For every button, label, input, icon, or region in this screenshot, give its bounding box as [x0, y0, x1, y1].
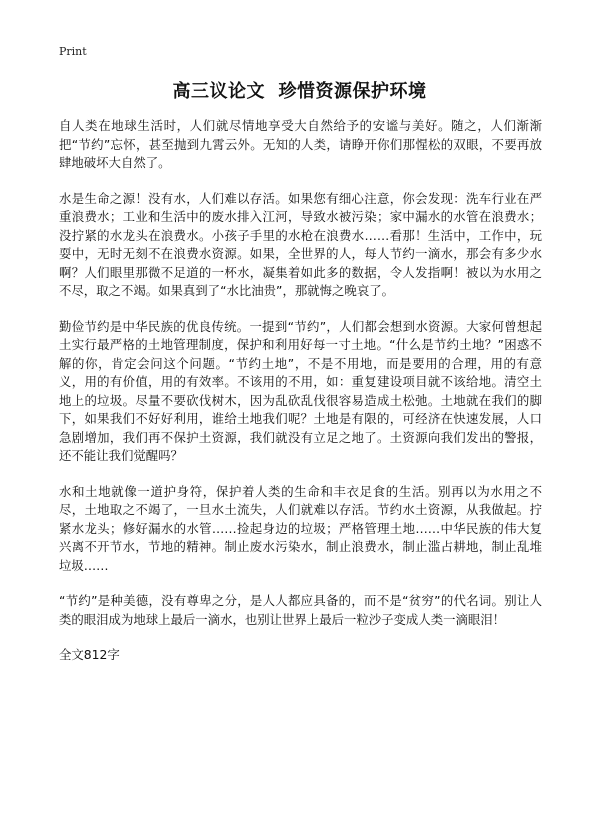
paragraph-3: 勤俭节约是中华民族的优良传统。一提到“节约”，人们都会想到水资源。大家何曾想起土实行最严格的土地管理制度，保护和利用好每一寸土地。“什么是节约土地？”困惑不解的你，肯定会问这个问题。“节约土地”，不是不用地，而是要用的合理，用的有意义，用的有价值，用的有效率。不该用的不用，如：重复建设项目就不该给地。清空土地上的垃圾。尽量不要砍伐树木，因为乱砍乱伐很容易造成土松弛。土地就在我们的脚下，如果我们不好好利用，谁给土地我们呢？土地是有限的，可经济在快速发展，人口急剧增加，我们再不保护土资源，我们就没有立足之地了。土资源向我们发出的警报，还不能让我们觉醒吗？: [59, 318, 542, 463]
word-count: 全文812字: [59, 647, 120, 662]
paragraph-4: 水和土地就像一道护身符，保护着人类的生命和丰衣足食的生活。别再以为水用之不尽，土地取之不竭了，一旦水土流失，人们就难以存活。节约水土资源，从我做起。拧紧水龙头；修好漏水的水管……捡起身边的垃圾；严格管理土地……中华民族的伟大复兴离不开节水，节地的精神。制止废水污染水，制止浪费水，制止滥占耕地，制止乱堆垃圾……: [59, 483, 542, 573]
print-label[interactable]: Print: [59, 45, 87, 58]
paragraph-5: “节约”是种美德，没有尊卑之分，是人人都应具备的，而不是“贫穷”的代名词。别让人类的眼泪成为地球上最后一滴水，也别让世界上最后一粒沙子变成人类一滴眼泪！: [59, 593, 542, 627]
paragraph-1: 自人类在地球生活时，人们就尽情地享受大自然给予的安谧与美好。随之，人们渐渐把“节约”忘怀，甚至抛到九霄云外。无知的人类，请睁开你们那惺松的双眼，不要再放肆地破坏大自然了。: [59, 118, 542, 170]
article-title: 高三议论文 珍惜资源保护环境: [172, 81, 427, 102]
article-body: [59, 117, 542, 664]
paragraph-2: 水是生命之源！没有水，人们难以存活。如果您有细心注意，你会发现：洗车行业在严重浪费水；工业和生活中的废水排入江河，导致水被污染；家中漏水的水管在浪费水；没拧紧的水龙头在浪费水。小孩子手里的水枪在浪费水……看那！生活中，工作中，玩耍中，无时无刻不在浪费水资源。如果，全世界的人，每人节约一滴水，那会有多少水啊？人们眼里那微不足道的一杯水，凝集着如此多的数据，令人发指啊！被以为水用之不尽，取之不竭。如果真到了“水比油贵”，那就悔之晚哀了。: [59, 190, 542, 298]
